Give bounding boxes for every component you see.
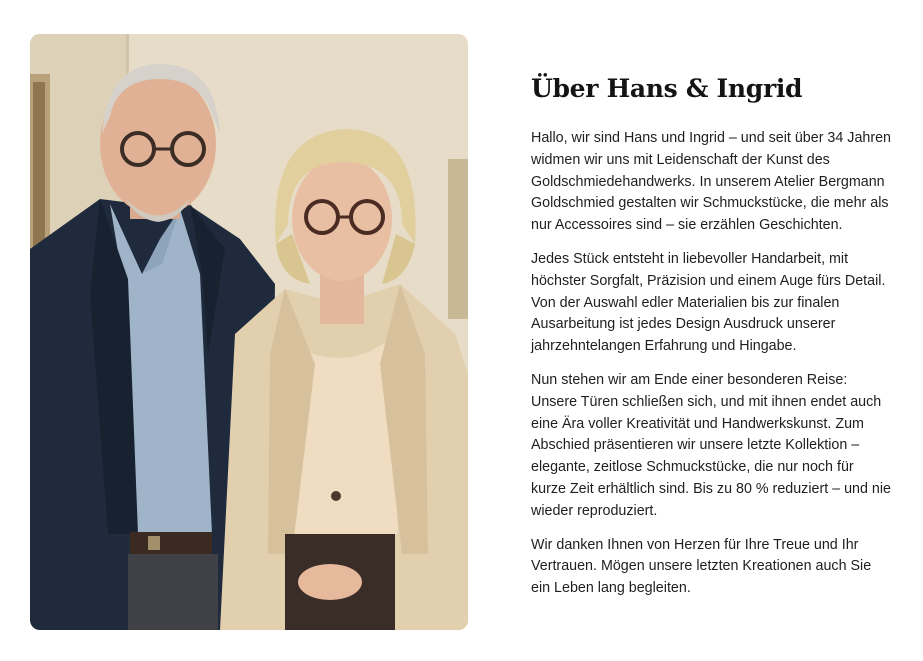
- portrait-photo: [30, 34, 468, 630]
- about-section: [531, 72, 891, 612]
- page-title: Über Hans & Ingrid: [531, 74, 803, 103]
- couple-portrait-image: [30, 34, 468, 630]
- paragraph-thanks: Wir danken Ihnen von Herzen für Ihre Treue und Ihr Vertrauen. Mögen unsere letzten Kreationen auch Sie ein Leben lang begleiten.: [531, 536, 872, 597]
- paragraph-craft: Jedes Stück entsteht in liebevoller Handarbeit, mit höchster Sorgfalt, Präzision und einem Auge fürs Detail. Von der Auswahl edler Materialien bis zur finalen Ausarbeitung ist jedes Design Ausdruck unserer jahrzehntelangen Erfahrung und Hingabe.: [531, 250, 886, 355]
- paragraph-farewell: Nun stehen wir am Ende einer besonderen Reise: Unsere Türen schließen sich, und mit ihnen endet auch eine Ära voller Kreativität und Handwerkskunst. Zum Abschied präsentieren wir unsere letzte Kollektion – elegante, zeitlose Schmuckstücke, die nur noch für kurze Zeit erhältlich sind. Bis zu 80 % reduziert – und nie wieder reproduziert.: [531, 371, 891, 519]
- paragraph-intro: Hallo, wir sind Hans und Ingrid – und seit über 34 Jahren widmen wir uns mit Leidenschaft der Kunst des Goldschmiedehandwerks. In unserem Atelier Bergmann Goldschmied gestalten wir Schmuckstücke, die mehr als nur Accessoires sind – sie erzählen Geschichten.: [531, 130, 892, 234]
